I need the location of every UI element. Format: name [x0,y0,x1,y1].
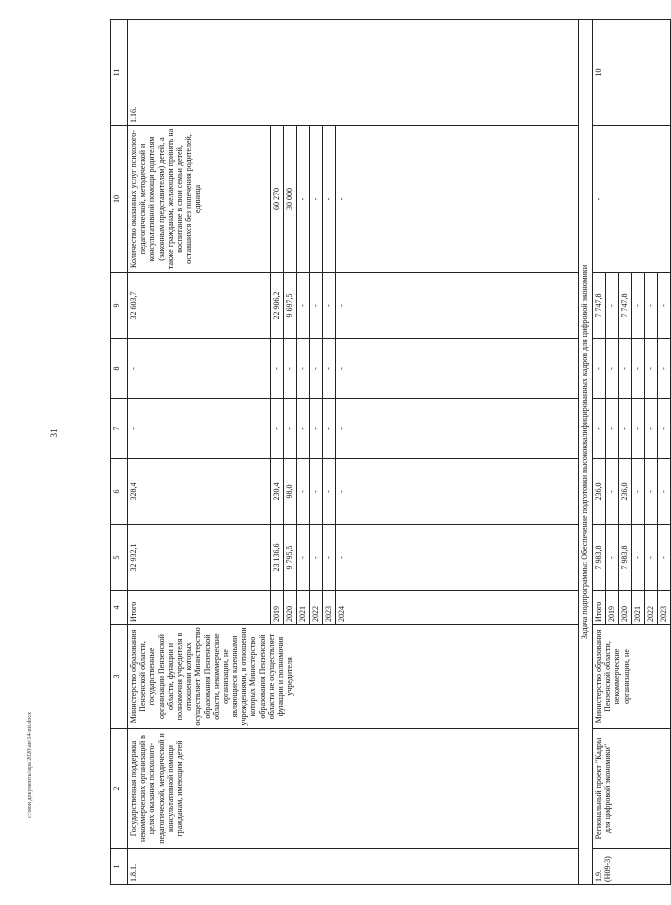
value-cell: - [297,525,310,591]
total-label: Итого [128,591,271,625]
value-cell: - [658,525,671,591]
value-cell: - [658,459,671,525]
value-cell: - [336,273,579,339]
total-value: 7 747,8 [593,273,606,339]
column-number: 5 [111,525,128,591]
value-cell: - [658,339,671,399]
value-cell: - [310,399,323,459]
value-cell: - [658,399,671,459]
value-cell: - [271,339,284,399]
value-cell: - [310,273,323,339]
value-cell: - [271,399,284,459]
value-cell: - [658,273,671,339]
column-number: 3 [111,625,128,729]
activity-name: Государственная поддержка некоммерческих организаций в целях оказания психолого-педагогической, методической и консультативной помощи гражданам, имеющим детей [128,729,579,849]
column-number: 10 [111,126,128,273]
value-cell: - [323,525,336,591]
year-cell: 2019 [606,591,619,625]
value-cell: 230,4 [271,459,284,525]
value-cell: - [323,459,336,525]
indicator-text: Количество оказанных услуг психолого-педагогической, методической и консультативной помощи родителям (законным представителям) детей, а также гражданам, желающим принять на воспитание в свои семьи детей, оставшихся без попечения родителей, единица [128,126,271,273]
activity-number: 1.8.1. [128,849,579,885]
value-cell: - [632,525,645,591]
value-cell: - [606,273,619,339]
value-cell: - [632,339,645,399]
year-cell: 2023 [658,591,671,625]
value-cell: - [297,126,310,273]
value-cell: 98,0 [284,459,297,525]
value-cell: - [323,126,336,273]
total-value: - [593,339,606,399]
value-cell: 9 697,5 [284,273,297,339]
value-cell: 22 906,2 [271,273,284,339]
table-row [128,20,271,885]
value-cell: - [632,459,645,525]
total-value: 32 932,1 [128,525,271,591]
value-cell: - [606,459,619,525]
value-cell: 9 795,5 [284,525,297,591]
value-cell: 23 136,6 [271,525,284,591]
value-cell: - [310,126,323,273]
subprogram-task: Задача подпрограммы: Обеспечение подготовки высококвалифицированных кадров для цифровой экономики [579,20,593,885]
total-value: 236,0 [593,459,606,525]
value-cell: - [310,339,323,399]
footer-file-path: c:\мои документы\вра 2020\ап\14-пп.docx [27,711,33,818]
column-number: 2 [111,729,128,849]
total-value: 32 603,7 [128,273,271,339]
activity-number [593,849,671,885]
value-cell: - [619,399,632,459]
value-cell: 7 747,8 [619,273,632,339]
year-cell: 2021 [632,591,645,625]
value-cell: - [310,459,323,525]
value-cell: - [284,399,297,459]
value-cell: - [606,339,619,399]
value-cell: - [645,459,658,525]
column-number: 6 [111,459,128,525]
column-number-row [111,20,128,885]
value-cell: - [606,525,619,591]
value-cell: - [632,273,645,339]
value-cell: - [323,339,336,399]
value-cell: 60 270 [271,126,284,273]
value-cell: - [323,399,336,459]
value-cell: - [336,399,579,459]
value-cell: - [297,459,310,525]
value-cell: - [632,399,645,459]
total-value: 7 983,8 [593,525,606,591]
year-cell: 2023 [323,591,336,625]
value-cell: - [645,339,658,399]
value-cell: - [336,126,579,273]
document-table-area [110,20,668,885]
year-cell: 2024 [336,591,579,625]
page-number: 31 [49,428,59,438]
total-value: - [128,339,271,399]
total-value: 328,4 [128,459,271,525]
activity-number-code: (Н09-3) [603,856,613,882]
value-cell: - [323,273,336,339]
column-number: 1 [111,849,128,885]
program-activities-table [110,19,671,885]
value-cell: - [645,273,658,339]
column-number: 11 [111,20,128,126]
value-cell: - [645,525,658,591]
indicator-text: - [593,126,671,273]
year-cell: 2020 [619,591,632,625]
value-cell: 7 983,8 [619,525,632,591]
task-band-row [579,20,593,885]
executor: Министерство образования Пензенской области, некоммерческие организации, не [593,625,671,729]
indicator-code: 10 [593,20,671,126]
value-cell: 236,0 [619,459,632,525]
value-cell: - [619,339,632,399]
indicator-code: 1.16. [128,20,579,126]
total-label: Итого [593,591,606,625]
value-cell: - [297,339,310,399]
year-cell: 2019 [271,591,284,625]
year-cell: 2020 [284,591,297,625]
column-number: 7 [111,399,128,459]
value-cell: - [606,399,619,459]
year-cell: 2022 [645,591,658,625]
column-number: 9 [111,273,128,339]
executor: Министерство образования Пензенской области, государственные организации Пензенской области, функции и полномочия учредителя в отношении которых осуществляет Министерство образования Пензенской области, некоммерческие организации, не являющиеся казенными учреждениями, в отношении которых Министерство образования Пензенской области не осуществляет функции и полномочия учредителя [128,625,579,729]
value-cell: - [310,525,323,591]
value-cell: - [297,273,310,339]
activity-name: Региональный проект "Кадры для цифровой экономики" [593,729,671,849]
column-number: 8 [111,339,128,399]
rotated-table-wrapper [110,20,668,885]
total-value: - [593,399,606,459]
total-value: - [128,399,271,459]
value-cell: - [297,399,310,459]
value-cell: 30 000 [284,126,297,273]
year-cell: 2022 [310,591,323,625]
year-cell: 2021 [297,591,310,625]
value-cell: - [284,339,297,399]
value-cell: - [336,339,579,399]
activity-number-main: 1.9. [594,870,603,882]
value-cell: - [336,525,579,591]
column-number: 4 [111,591,128,625]
value-cell: - [645,399,658,459]
table-row [593,20,606,885]
value-cell: - [336,459,579,525]
